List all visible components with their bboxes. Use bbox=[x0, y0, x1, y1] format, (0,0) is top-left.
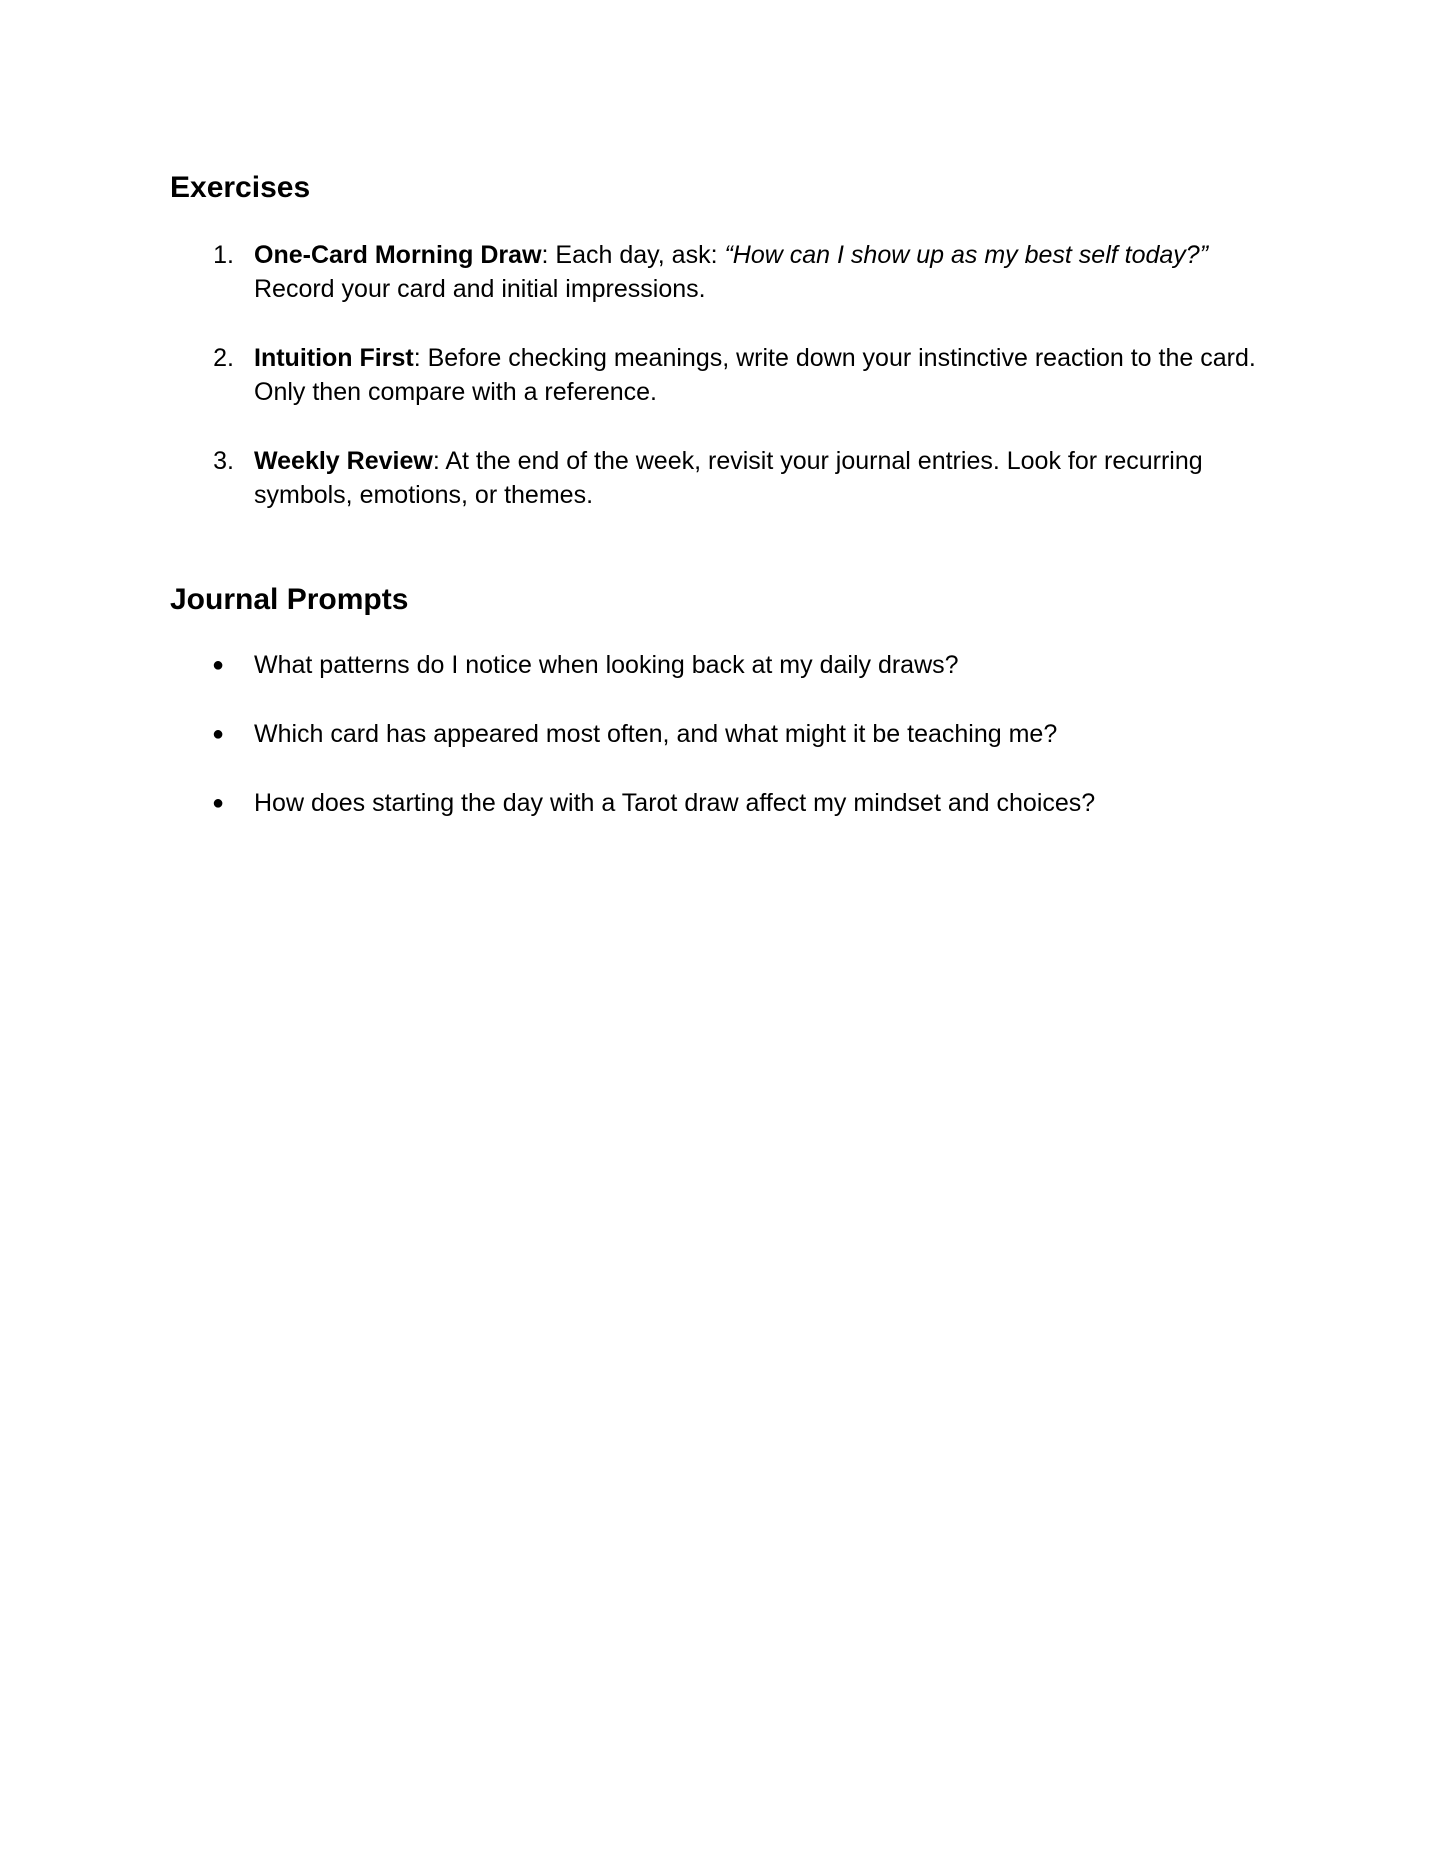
exercise-text-after: Record your card and initial impressions. bbox=[254, 275, 706, 303]
exercise-title: Intuition First bbox=[254, 344, 414, 372]
prompt-text: How does starting the day with a Tarot draw affect my mindset and choices? bbox=[254, 789, 1096, 817]
exercise-title: One-Card Morning Draw bbox=[254, 241, 542, 269]
exercise-body bbox=[254, 238, 1294, 306]
exercise-title: Weekly Review bbox=[254, 447, 433, 475]
list-number: 2. bbox=[213, 344, 234, 372]
exercise-text: Before checking meanings, write down your instinctive reaction to the card. Only then compare with a reference. bbox=[254, 344, 1256, 406]
exercise-separator: : bbox=[413, 344, 421, 372]
exercise-separator: : bbox=[432, 447, 440, 475]
exercise-separator: : bbox=[541, 241, 549, 269]
exercise-text: At the end of the week, revisit your journal entries. Look for recurring symbols, emotions, or themes. bbox=[254, 447, 1203, 509]
prompt-text: Which card has appeared most often, and what might it be teaching me? bbox=[254, 720, 1058, 748]
prompt-text: What patterns do I notice when looking back at my daily draws? bbox=[254, 651, 959, 679]
journal-prompts-heading: Journal Prompts bbox=[170, 583, 409, 616]
exercise-body bbox=[254, 341, 1294, 409]
exercise-body bbox=[254, 444, 1294, 512]
bullet-icon: ● bbox=[212, 792, 225, 814]
exercise-text: Each day, ask: bbox=[548, 241, 725, 269]
list-number: 3. bbox=[213, 447, 234, 475]
list-number: 1. bbox=[213, 241, 234, 269]
exercises-heading: Exercises bbox=[170, 171, 311, 204]
bullet-icon: ● bbox=[212, 723, 225, 745]
bullet-icon: ● bbox=[212, 654, 225, 676]
exercise-quote: “How can I show up as my best self today?” bbox=[724, 241, 1209, 269]
